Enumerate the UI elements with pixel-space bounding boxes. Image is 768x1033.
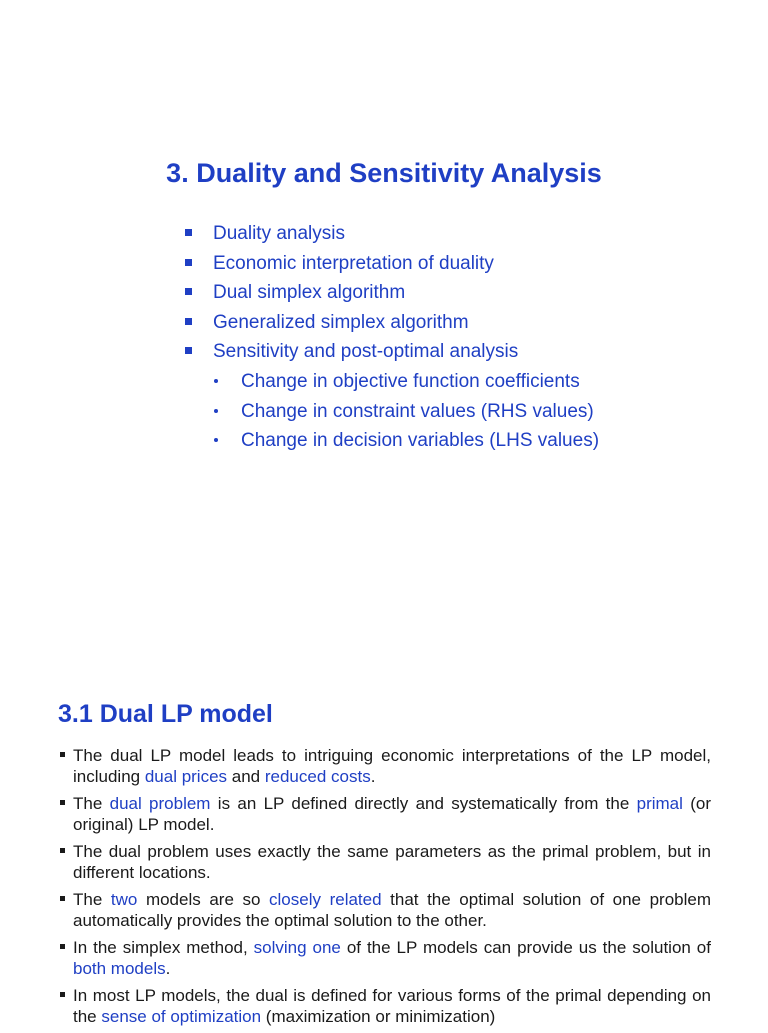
point-text: models are so <box>137 890 270 909</box>
square-bullet-icon <box>60 752 65 757</box>
topic-item <box>185 308 599 338</box>
topic-item <box>185 249 599 279</box>
round-bullet-icon <box>214 438 218 442</box>
topic-item <box>185 278 599 308</box>
point-item <box>58 793 711 835</box>
round-bullet-icon <box>214 379 218 383</box>
highlight-term: dual problem <box>109 794 211 813</box>
topic-list <box>185 219 599 456</box>
highlight-term: solving one <box>253 938 341 957</box>
square-bullet-icon <box>185 259 192 266</box>
highlight-term: two <box>110 890 138 909</box>
point-text: The <box>73 794 110 813</box>
highlight-term: closely related <box>269 890 382 909</box>
highlight-term: both models <box>73 959 166 978</box>
slide-dual-lp-model <box>0 690 768 1024</box>
highlight-term: reduced costs <box>264 767 371 786</box>
slide-title: 3. Duality and Sensitivity Analysis <box>166 158 602 188</box>
topic-label: Sensitivity and post-optimal analysis <box>213 341 519 363</box>
square-bullet-icon <box>60 848 65 853</box>
square-bullet-icon <box>185 229 192 236</box>
point-text: (maximization or minimization) <box>261 1007 496 1026</box>
point-item <box>58 937 711 979</box>
slide-title: 3.1 Dual LP model <box>58 700 273 728</box>
square-bullet-icon <box>185 318 192 325</box>
round-bullet-icon <box>214 409 218 413</box>
point-text: . <box>370 767 376 786</box>
point-item <box>58 841 711 883</box>
topic-item <box>185 337 599 367</box>
subtopic-label: Change in constraint values (RHS values) <box>241 400 594 422</box>
point-text: In most LP models, the dual is defined for various forms of the primal depending on the <box>73 986 711 1026</box>
highlight-term: sense of optimization <box>101 1007 262 1026</box>
point-text: The dual LP model leads to intriguing economic interpretations of the LP model, including <box>73 746 711 786</box>
point-text: that the optimal solution of one problem automatically provides the optimal solution to the other. <box>73 890 711 930</box>
square-bullet-icon <box>60 944 65 949</box>
point-text: of the LP models can provide us the solution of <box>340 938 711 957</box>
point-text: is an LP defined directly and systematically from the <box>210 794 637 813</box>
highlight-term: dual prices <box>144 767 228 786</box>
highlight-term: primal <box>636 794 683 813</box>
square-bullet-icon <box>185 347 192 354</box>
point-item <box>58 745 711 787</box>
point-text: . <box>165 959 171 978</box>
point-text: The <box>73 890 111 909</box>
square-bullet-icon <box>60 800 65 805</box>
square-bullet-icon <box>185 288 192 295</box>
point-text: and <box>227 767 265 786</box>
subtopic-item <box>185 426 599 456</box>
topic-label: Generalized simplex algorithm <box>213 311 469 333</box>
subtopic-label: Change in objective function coefficients <box>241 370 580 392</box>
topic-item <box>185 219 599 249</box>
square-bullet-icon <box>60 992 65 997</box>
point-item <box>58 889 711 931</box>
point-list <box>58 745 711 1033</box>
subtopic-label: Change in decision variables (LHS values) <box>241 430 600 452</box>
subtopic-item <box>185 397 599 427</box>
square-bullet-icon <box>60 896 65 901</box>
point-item <box>58 985 711 1027</box>
topic-label: Economic interpretation of duality <box>213 252 494 274</box>
topic-label: Duality analysis <box>213 223 345 244</box>
topic-label: Dual simplex algorithm <box>213 282 406 304</box>
point-text: The dual problem uses exactly the same parameters as the primal problem, but in different locations. <box>73 842 711 882</box>
point-text: (or original) LP model. <box>73 794 712 834</box>
subtopic-item <box>185 367 599 397</box>
point-text: In the simplex method, <box>73 938 254 957</box>
